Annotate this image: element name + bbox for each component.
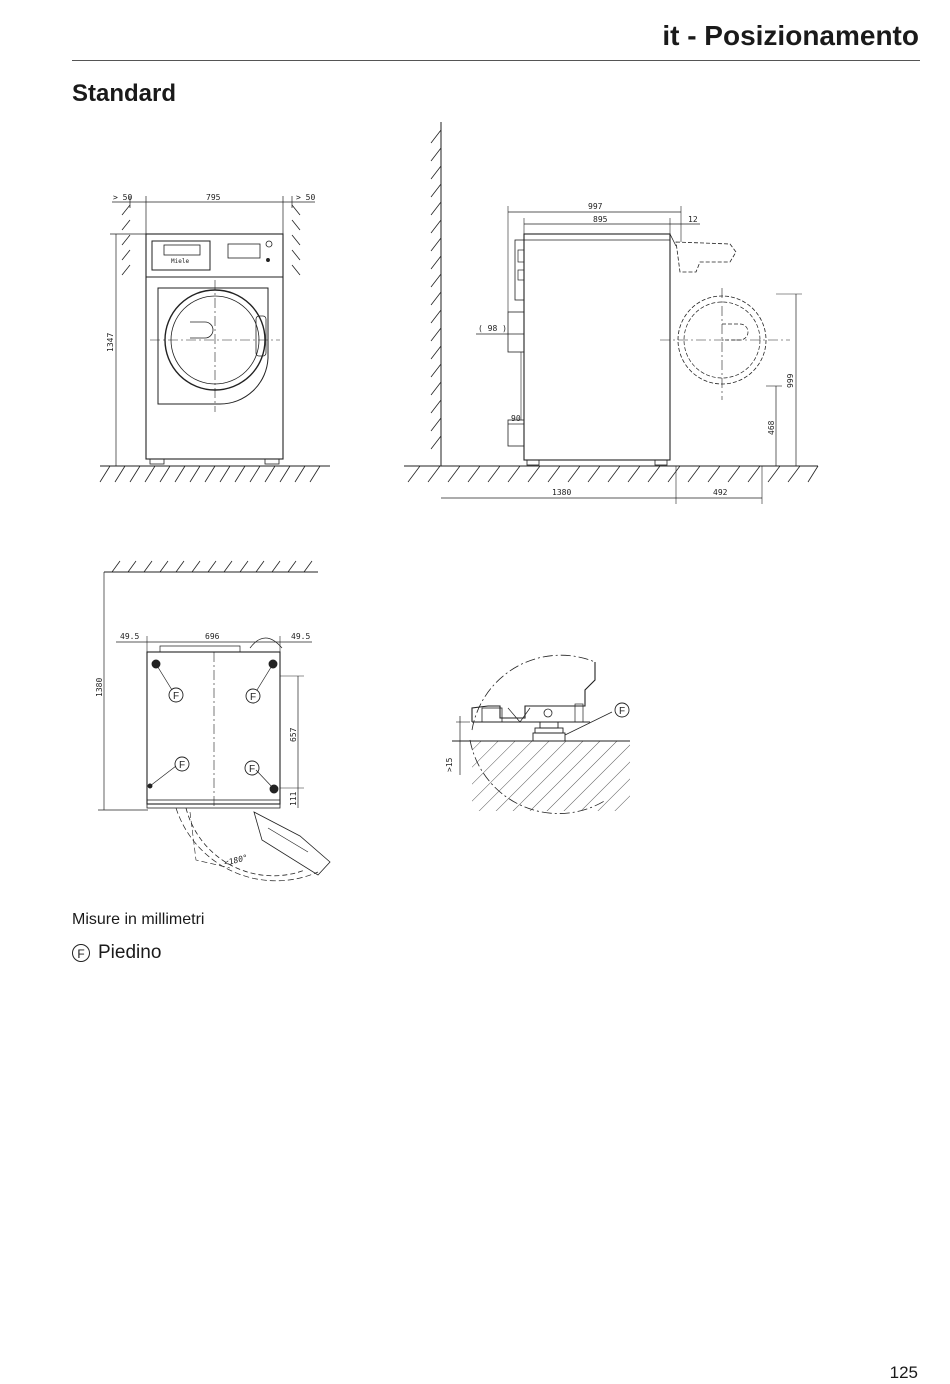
side-floor-length-label: 1380 <box>552 488 572 497</box>
foot-label-1: F <box>172 691 180 702</box>
measurement-caption: Misure in millimetri <box>72 911 205 928</box>
detail-foot-label: F <box>618 706 626 717</box>
front-left-gap-label: > 50 <box>113 193 133 202</box>
front-right-gap-label: > 50 <box>296 193 316 202</box>
side-offset-label: 12 <box>688 215 698 224</box>
side-rear-label: ( 98 ) <box>478 324 507 333</box>
legend-marker: F <box>72 944 90 962</box>
front-brand-label: Miele <box>171 258 190 265</box>
top-width-label: 696 <box>205 632 220 641</box>
top-view-labels <box>95 632 310 868</box>
front-view-labels <box>106 193 315 352</box>
top-door-angle-label: <180° <box>223 853 249 868</box>
side-view-labels <box>478 202 795 497</box>
detail-clearance-label: >15 <box>445 757 454 772</box>
top-depth-label: 1380 <box>95 677 104 697</box>
front-width-label: 795 <box>206 193 221 202</box>
legend-label: Piedino <box>98 942 162 963</box>
foot-label-2: F <box>249 692 257 703</box>
page-number: 125 <box>889 1363 918 1382</box>
top-right-label: 49.5 <box>291 632 311 641</box>
side-depth-total-label: 997 <box>588 202 603 211</box>
section-title: Standard <box>72 80 177 107</box>
page-header-title: it - Posizionamento <box>662 20 919 51</box>
side-door-clearance-label: 492 <box>713 488 728 497</box>
side-depth-body-label: 895 <box>593 215 608 224</box>
foot-label-4: F <box>248 764 256 775</box>
side-bottom-label: 90 <box>511 414 521 423</box>
foot-label-3: F <box>178 760 186 771</box>
side-door-height-label: 999 <box>786 373 795 388</box>
top-front-offset-label: 111 <box>289 791 298 806</box>
top-foot-spacing-label: 657 <box>289 727 298 742</box>
top-left-label: 49.5 <box>120 632 140 641</box>
detail-view <box>452 655 630 813</box>
top-view <box>98 561 330 881</box>
legend <box>72 942 161 964</box>
side-view <box>404 122 818 504</box>
front-view <box>100 196 330 482</box>
front-height-label: 1347 <box>106 332 115 352</box>
side-door-center-label: 468 <box>767 420 776 435</box>
